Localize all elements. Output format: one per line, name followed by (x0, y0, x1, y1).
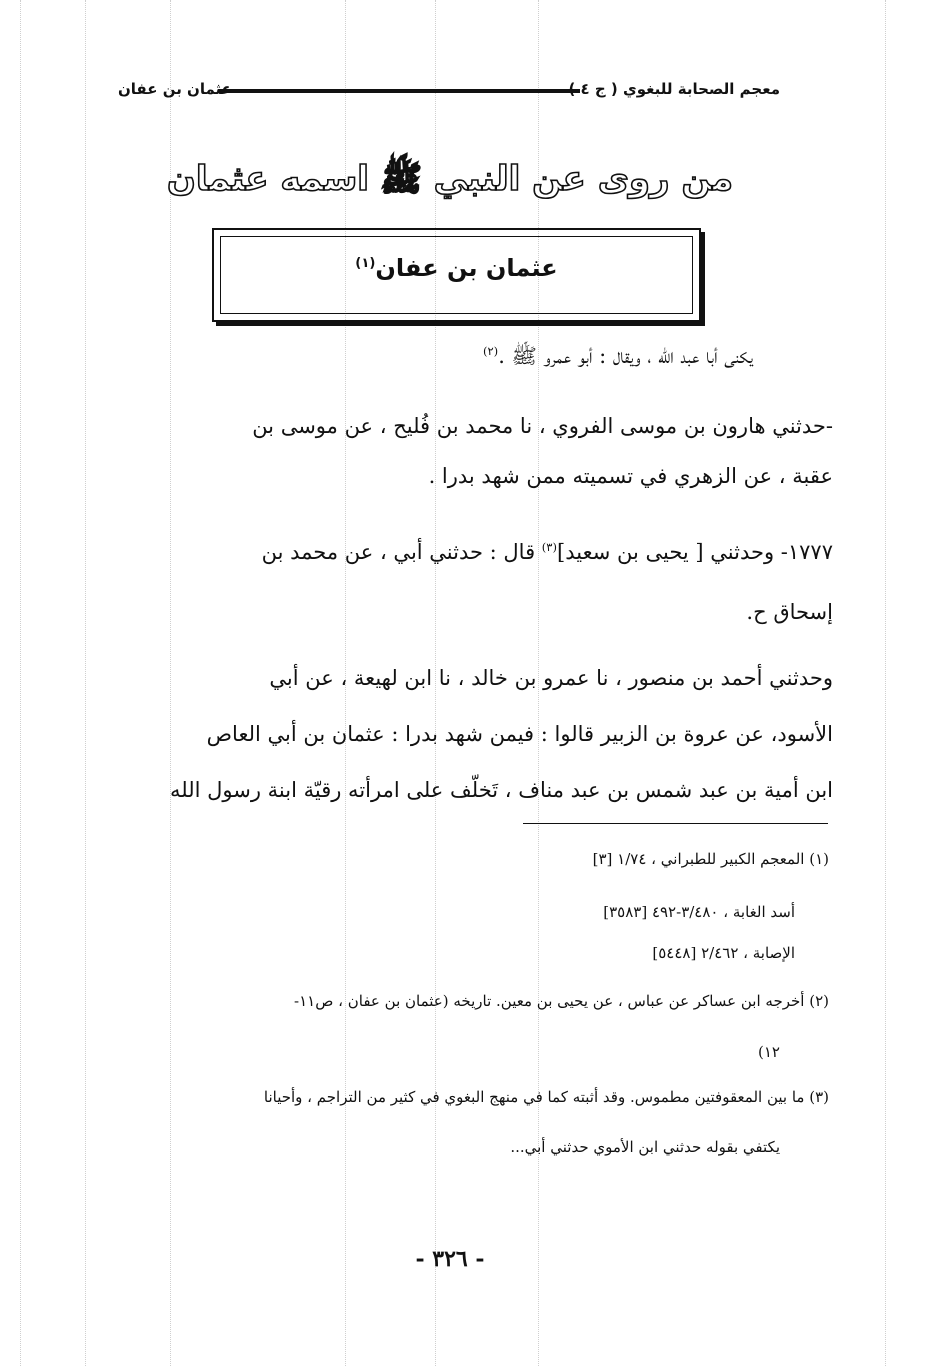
entry-name-text: عثمان بن عفان (375, 254, 558, 282)
isnad-1-line-1: -حدثني هارون بن موسى الفروي ، نا محمد بن فُليح ، عن موسى بن (252, 414, 833, 438)
footnote-3b: يكتفي بقوله حدثني ابن الأموي حدثني أبي... (510, 1138, 780, 1156)
footnote-separator (523, 823, 828, 824)
footnote-1b: أسد الغابة ، ٣/٤٨٠-٤٩٢ [٣٥٨٣] (603, 903, 795, 921)
footnote-ref-2: (٢) (482, 344, 499, 358)
footnote-3a: (٣) ما بين المعقوفتين مطموس. وقد أثبته كما في منهج البغوي في كثير من التراجم ، وأحيانا (263, 1088, 829, 1106)
entry-name (214, 254, 699, 282)
footnote-1a: (١) المعجم الكبير للطبراني ، ١/٧٤ [٣] (592, 850, 829, 868)
isnad-1-line-2: عقبة ، عن الزهري في تسميته ممن شهد بدرا . (428, 464, 833, 488)
hadith-1777-line-5: ابن أمية بن عبد شمس بن عبد مناف ، تَخلّف على امرأته رقيّة ابنة رسول الله (170, 778, 833, 802)
footnote-2a: (٢) أخرجه ابن عساكر عن عباس ، عن يحيى بن معين. تاريخه (عثمان بن عفان ، ص١١- (294, 992, 829, 1010)
hadith-1777-end: قال : حدثني أبي ، عن محمد بن (261, 540, 542, 564)
footnote-2b: ١٢) (758, 1043, 780, 1061)
footnote-ref-3: (٣) (541, 540, 558, 554)
book-title: معجم الصحابة للبغوي ( ج ٤ (580, 80, 780, 98)
kunya-line (483, 340, 753, 373)
hadith-1777-line-3: وحدثني أحمد بن منصور ، نا عمرو بن خالد ، نا ابن لهيعة ، عن أبي (269, 666, 833, 690)
footnote-1c: الإصابة ، ٢/٤٦٢ [٥٤٤٨] (652, 944, 795, 962)
hadith-1777-start: ١٧٧٧- وحدثني [ يحيى بن سعيد] (557, 540, 833, 564)
chapter-title: من روى عن النبي ﷺ اسمه عثمان (166, 159, 734, 199)
page-number: - ٣٢٦ - (415, 1246, 485, 1272)
footnote-ref-1: (١) (355, 256, 376, 271)
hadith-1777-line-1 (262, 536, 833, 569)
header-rule (218, 89, 580, 93)
kunya-text: يكنى أبا عبد الله ، ويقال : أبو عمرو ﷺ . (498, 344, 753, 368)
entry-name-box (212, 228, 701, 322)
hadith-1777-line-2: إسحاق ح. (746, 600, 833, 624)
section-name: عثمان بن عفان (118, 80, 232, 98)
hadith-1777-line-4: الأسود، عن عروة بن الزبير قالوا : فيمن شهد بدرا : عثمان بن أبي العاص (206, 722, 833, 746)
running-header (118, 80, 780, 106)
